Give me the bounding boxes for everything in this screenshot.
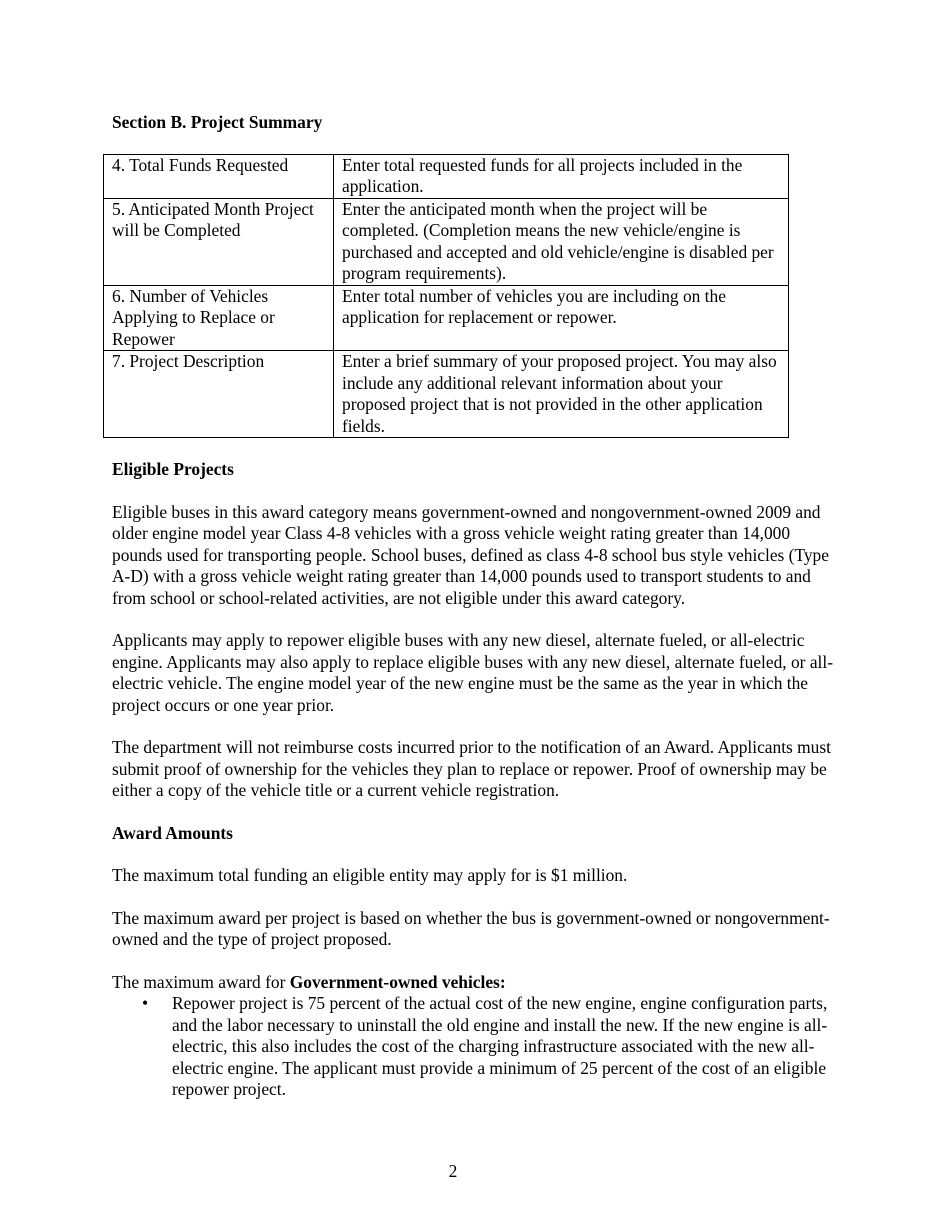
eligible-paragraph-3: The department will not reimburse costs incurred prior to the notification of an Award. Applicants must submit proof of ownership for the vehicles they plan to replace or repower. Proof of ownership may be either a copy of the vehicle title or a current vehicle registration. <box>112 737 831 800</box>
row-label: 5. Anticipated Month Project will be Completed <box>104 198 334 285</box>
eligible-paragraph-1: Eligible buses in this award category means government-owned and nongovernment-owned 2009 and older engine model year Class 4-8 vehicles with a gross vehicle weight rating greater than 14,000 pounds used for transporting people. School buses, defined as class 4-8 school bus style vehicles (Type A-D) with a gross vehicle weight rating greater than 14,000 pounds used to transport students to and from school or school-related activities, are not eligible under this award category. <box>112 501 829 608</box>
bullet-text: Repower project is 75 percent of the actual cost of the new engine, engine configuration parts, and the labor necessary to uninstall the old engine and install the new. If the new engine is all-electric, this also includes the cost of the charging infrastructure associated with the new all-electric engine. The applicant must provide a minimum of 25 percent of the cost of an eligible repower project. <box>172 993 828 1099</box>
gov-owned-intro <box>112 972 840 994</box>
list-item <box>112 993 840 1101</box>
section-b-title: Section B. Project Summary <box>112 112 323 132</box>
row-description: Enter the anticipated month when the project will be completed. (Completion means the new vehicle/engine is purchased and accepted and old vehicle/engine is disabled per program requirements). <box>334 198 789 285</box>
gov-intro-text: The maximum award for <box>112 971 290 992</box>
bullet-icon: • <box>142 993 149 1013</box>
row-label: 6. Number of Vehicles Applying to Replace or Repower <box>104 285 334 351</box>
table-row <box>104 351 789 438</box>
document-page <box>112 112 840 1101</box>
table-row <box>104 154 789 198</box>
row-description: Enter a brief summary of your proposed project. You may also include any additional relevant information about your proposed project that is not provided in the other application fields. <box>334 351 789 438</box>
gov-intro-bold: Government-owned vehicles: <box>289 971 506 992</box>
row-description: Enter total number of vehicles you are including on the application for replacement or repower. <box>334 285 789 351</box>
award-paragraph-1: The maximum total funding an eligible entity may apply for is $1 million. <box>112 865 628 885</box>
eligible-projects-title: Eligible Projects <box>112 459 234 479</box>
row-label: 4. Total Funds Requested <box>104 154 334 198</box>
table-row <box>104 285 789 351</box>
gov-owned-bullet-list <box>112 993 840 1101</box>
row-label: 7. Project Description <box>104 351 334 438</box>
eligible-paragraph-2: Applicants may apply to repower eligible buses with any new diesel, alternate fueled, or all-electric engine. Applicants may also apply to replace eligible buses with any new diesel, alternate fueled, or all-electric vehicle. The engine model year of the new engine must be the same as the year in which the project occurs or one year prior. <box>112 630 833 715</box>
project-summary-table <box>103 154 789 439</box>
table-row <box>104 198 789 285</box>
page-number: 2 <box>448 1161 458 1181</box>
award-paragraph-2: The maximum award per project is based on whether the bus is government-owned or nongovernment-owned and the type of project proposed. <box>112 907 830 949</box>
row-description: Enter total requested funds for all projects included in the application. <box>334 154 789 198</box>
award-amounts-title: Award Amounts <box>112 822 233 843</box>
